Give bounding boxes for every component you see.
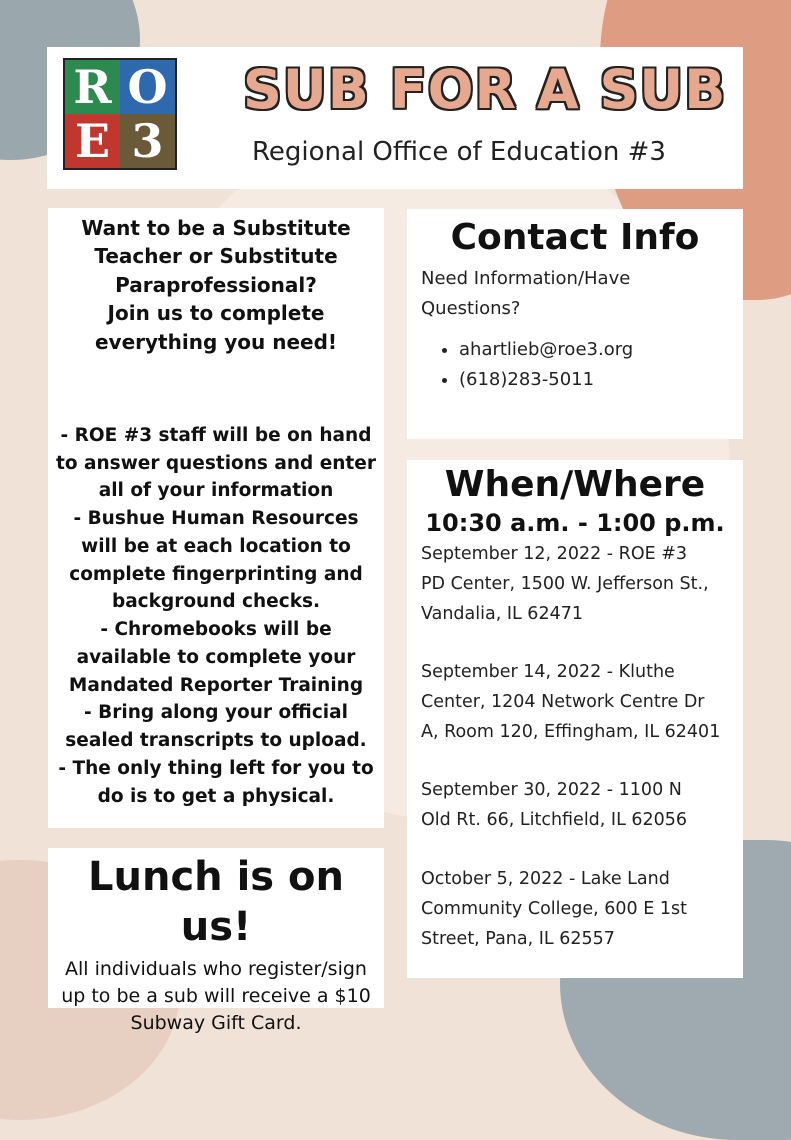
event-item: [421, 657, 729, 747]
detail-line: available to complete your: [76, 646, 356, 668]
lunch-line: All individuals who register/sign: [65, 958, 367, 980]
detail-line: to answer questions and enter: [56, 452, 376, 474]
intro-line: Teacher or Substitute: [94, 244, 338, 269]
detail-line: background checks.: [111, 591, 321, 613]
contact-question-line: Questions?: [421, 297, 521, 319]
event-item: [421, 775, 729, 835]
event-line: September 30, 2022 - 1100 N: [421, 780, 682, 801]
contact-title: Contact Info: [450, 217, 700, 258]
roe3-logo: [63, 58, 177, 170]
contact-phone-link[interactable]: • (618)283-5011: [459, 365, 729, 395]
detail-line: - The only thing left for you to: [58, 757, 374, 779]
page-title: SUB FOR A SUB: [243, 58, 727, 121]
detail-list: [52, 422, 380, 811]
event-line: Community College, 600 E 1st: [421, 898, 687, 919]
detail-line: do is to get a physical.: [97, 785, 335, 807]
when-where-panel: [407, 460, 743, 978]
detail-line: will be at each location to: [81, 535, 351, 557]
detail-line: - Bring along your official: [84, 702, 348, 724]
intro-line: Want to be a Substitute: [81, 216, 351, 240]
event-line: Street, Pana, IL 62557: [421, 928, 615, 949]
contact-email-link[interactable]: • ahartlieb@roe3.org: [459, 335, 729, 365]
lunch-line: Subway Gift Card.: [130, 1011, 302, 1034]
lunch-line: up to be a sub will receive a $10: [61, 984, 371, 1007]
detail-line: - Bushue Human Resources: [73, 508, 359, 530]
event-item: [421, 539, 729, 629]
event-line: PD Center, 1500 W. Jefferson St.,: [421, 573, 709, 594]
logo-letter: 3: [120, 114, 175, 168]
lunch-title: Lunch is on us!: [88, 854, 344, 950]
intro-line: Join us to complete: [107, 301, 325, 326]
lunch-text: [48, 956, 384, 1037]
event-time: 10:30 a.m. - 1:00 p.m.: [425, 508, 725, 537]
event-line: Vandalia, IL 62471: [421, 603, 583, 624]
logo-letter: R: [65, 60, 120, 114]
page-subtitle: Regional Office of Education #3: [252, 137, 666, 167]
detail-line: complete fingerprinting and: [69, 563, 363, 585]
event-line: Center, 1204 Network Centre Dr: [421, 692, 705, 713]
intro-line: everything you need!: [94, 329, 338, 354]
when-where-title: When/Where: [444, 464, 706, 505]
event-item: [421, 864, 729, 954]
logo-letter: E: [65, 114, 120, 168]
contact-question: [421, 264, 729, 323]
detail-line: sealed transcripts to upload.: [65, 730, 367, 752]
detail-line: all of your information: [98, 480, 334, 502]
intro-heading: [52, 214, 380, 356]
header-panel: [47, 47, 743, 189]
contact-question-line: Need Information/Have: [421, 268, 631, 289]
info-panel: [48, 208, 384, 828]
contact-list: [421, 335, 729, 394]
event-line: October 5, 2022 - Lake Land: [421, 868, 670, 889]
detail-line: - Chromebooks will be: [100, 619, 332, 641]
logo-letter: O: [120, 60, 175, 114]
event-line: A, Room 120, Effingham, IL 62401: [421, 722, 721, 743]
contact-panel: [407, 209, 743, 439]
event-line: Old Rt. 66, Litchfield, IL 62056: [421, 810, 688, 831]
detail-line: - ROE #3 staff will be on hand: [60, 424, 372, 446]
lunch-panel: [48, 848, 384, 1034]
detail-line: Mandated Reporter Training: [68, 674, 364, 696]
event-line: September 12, 2022 - ROE #3: [421, 543, 688, 564]
event-line: September 14, 2022 - Kluthe: [421, 662, 675, 683]
intro-line: Paraprofessional?: [115, 272, 317, 297]
